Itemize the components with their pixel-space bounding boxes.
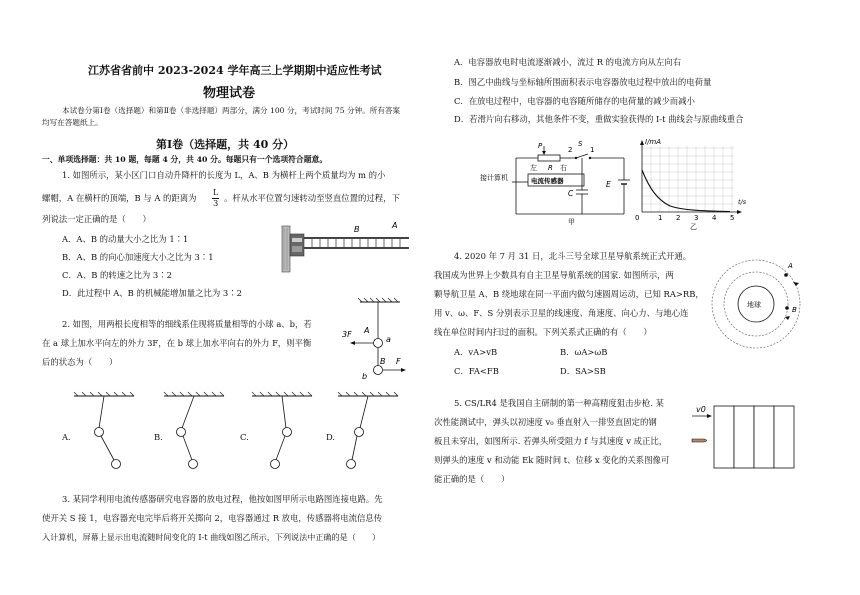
fraction-numerator: L: [213, 188, 219, 197]
q2-label-A: A: [364, 326, 370, 335]
q1-line-2: 螺帽，A 在横杆的顶端，B 与 A 的距离为: [42, 193, 197, 203]
q3-option-a: A．电容器放电时电流逐渐减小，流过 R 的电流方向从左向右: [454, 57, 682, 67]
q1-line-4: 列说法一定正确的是（ ）: [42, 214, 151, 224]
q2-choice-b-label: B.: [154, 432, 163, 442]
graph-tick-3: 3: [694, 214, 699, 222]
circuit-sensor-label: 电流传感器: [531, 177, 564, 185]
q5-line-1: 5. CS/LR4 是我国自主研制的第一种高精度狙击步枪. 某: [454, 398, 664, 408]
q4-line-5: 线在单位时间内扫过的面积。下列关系式正确的有（ ）: [434, 327, 652, 337]
q4-line-2: 我国成为世界上少数具有自主卫星导航系统的国家. 如图所示，两: [434, 270, 674, 280]
q3-it-graph: [630, 138, 750, 232]
q4-line-4: 用 v、ω、F、S 分别表示卫星的线速度、角速度、向心力、与地心连: [434, 308, 689, 318]
intro-line-2: 均写在答题纸上。: [42, 118, 103, 127]
q3-line-1: 3. 某同学利用电流传感器研究电容器的放电过程，他按如图甲所示电路图连接电路。先: [62, 494, 383, 504]
q2-choice-c-label: C.: [240, 432, 249, 442]
graph-tick-0: 0: [635, 214, 640, 222]
graph-grid: [642, 146, 734, 212]
q2-label-F: F: [396, 357, 401, 366]
circuit-node2-label: 2: [568, 146, 573, 154]
graph-xlabel: t/s: [738, 198, 747, 206]
circuit-e-label: E: [606, 180, 611, 189]
graph-tick-5: 5: [730, 214, 735, 222]
satellite-b-icon: [785, 306, 789, 310]
q5-v0-label: v0: [696, 405, 706, 414]
q4-line-1: 4. 2020 年 7 月 31 日，北斗三号全球卫星导航系统正式开通。: [454, 251, 692, 261]
q3-option-d: D．若滑片向右移动，其他条件不变，重做实验获得的 I-t 曲线会与原曲线重合: [454, 114, 744, 124]
subject-title: 物理试卷: [203, 86, 256, 101]
q2-choice-d-label: D.: [326, 432, 336, 442]
intro-line-1: 本试卷分第Ⅰ卷（选择题）和第Ⅱ卷（非选择题）两部分，满分 100 分，考试时间 75 分钟。所有答案: [62, 106, 401, 115]
q2-label-3f: 3F: [342, 330, 352, 339]
circuit-r-label: R: [548, 164, 553, 172]
bullet-icon: [692, 439, 707, 442]
graph-caption-yi: 乙: [690, 223, 697, 231]
q2-choice-a-label: A.: [62, 432, 71, 442]
section-instruction: 一、单项选择题：共 10 题，每题 4 分，共 40 分。每题只有一个选项符合题意。: [42, 155, 328, 164]
q1-option-c: C．A、B 的转速之比为 3∶2: [62, 270, 172, 280]
circuit-caption-jia: 甲: [568, 218, 575, 226]
q5-line-4: 则弹头的速度 v 和动能 Ek 随时间 t、位移 x 变化的关系图像可: [434, 455, 670, 465]
graph-tick-1: 1: [658, 214, 663, 222]
q2-choice-b-figure: [164, 390, 244, 480]
fraction-denominator: 3: [213, 199, 219, 208]
satellite-b-label: B: [792, 306, 797, 314]
circuit-c-label: C: [568, 189, 574, 198]
q2-main-figure: [338, 298, 418, 384]
discharge-curve: [642, 170, 730, 212]
section-title: 第Ⅰ卷（选择题，共 40 分）: [156, 138, 295, 151]
circuit-node1-label: 1: [590, 146, 595, 154]
q4-option-a: A．vA>vB: [454, 347, 498, 357]
exam-title: 江苏省省前中 2023-2024 学年高三上学期期中适应性考试: [88, 64, 382, 77]
circuit-left-label: 左: [530, 164, 537, 172]
graph-tick-4: 4: [712, 214, 717, 222]
q4-line-3: 颗导航卫星 A、B 绕地球在同一平面内做匀速圆周运动，已知 RA>RB，: [434, 289, 704, 299]
q3-line-2: 使开关 S 接 1，电容器充电完毕后将开关掷向 2，电容器通过 R 放电，传感器将电流信息传: [42, 513, 383, 523]
circuit-p-label: P: [538, 142, 543, 150]
q2-line-2: 在 a 球上加水平向左的外力 3F，在 b 球上加水平向右的外力 F，则平衡: [42, 338, 312, 348]
q3-option-b: B．图乙中曲线与坐标轴所围面积表示电容器放电过程中放出的电荷量: [454, 77, 712, 87]
circuit-computer-label: 接计算机: [480, 174, 508, 182]
satellite-a-label: A: [788, 262, 793, 270]
q5-line-2: 次性能测试中，弹头以初速度 v₀ 垂直射入一排竖直固定的钢: [434, 417, 657, 427]
q1-option-b: B．A、B 的向心加速度大小之比为 3∶1: [62, 252, 214, 262]
q1-label-a: A: [392, 221, 398, 230]
circuit-s-label: S: [578, 140, 583, 148]
earth-label: 地球: [747, 301, 761, 309]
q4-orbit-figure: [708, 256, 804, 352]
satellite-a-icon: [784, 273, 788, 277]
q1-option-d: D．此过程中 A、B 的机械能增加量之比为 3∶2: [62, 288, 242, 298]
q4-option-d: D．SA>SB: [560, 366, 606, 376]
q2-choice-d-figure: [338, 390, 418, 480]
q1-option-a: A．A、B 的动量大小之比为 1∶1: [62, 234, 189, 244]
q2-label-a: a: [386, 335, 391, 344]
q1-label-b: B: [354, 225, 360, 234]
graph-ylabel: I/mA: [645, 138, 662, 146]
q1-line-1: 1. 如图所示，某小区门口自动升降杆的长度为 L，A、B 为横杆上两个质量均为 m 的小: [62, 170, 386, 180]
q1-line-3: 。杆从水平位置匀速转动至竖直位置的过程，下: [224, 193, 400, 203]
q4-option-b: B．ωA>ωB: [560, 347, 608, 357]
graph-tick-2: 2: [676, 214, 681, 222]
q2-choice-c-figure: [252, 390, 332, 480]
q2-label-B: B: [380, 357, 386, 366]
q3-circuit-figure: [478, 140, 633, 225]
q4-option-c: C．FA<FB: [454, 366, 499, 376]
circuit-right-label: 右: [560, 164, 567, 172]
q3-option-c: C．在放电过程中，电容器的电容随所储存的电荷量的减少而减小: [454, 96, 695, 106]
q1-gate-figure: [282, 218, 414, 274]
q3-line-3: 入计算机，屏幕上显示出电流随时间变化的 I-t 曲线如图乙所示，下列说法中正确的是（ ）: [42, 532, 381, 542]
q5-steel-plates-figure: [688, 402, 798, 472]
q1-fraction: [212, 188, 219, 209]
q2-line-3: 后的状态为（ ）: [42, 357, 118, 367]
q2-label-b: b: [362, 372, 368, 381]
q5-line-3: 板且未穿出，如图所示. 若弹头所受阻力 f 与其速度 v 成正比，: [434, 436, 668, 446]
q5-line-5: 能正确的是（ ）: [434, 474, 510, 484]
q2-line-1: 2. 如图，用两根长度相等的细线系住现将质量相等的小球 a、b，若: [62, 319, 312, 329]
q2-choice-a-figure: [74, 390, 154, 480]
